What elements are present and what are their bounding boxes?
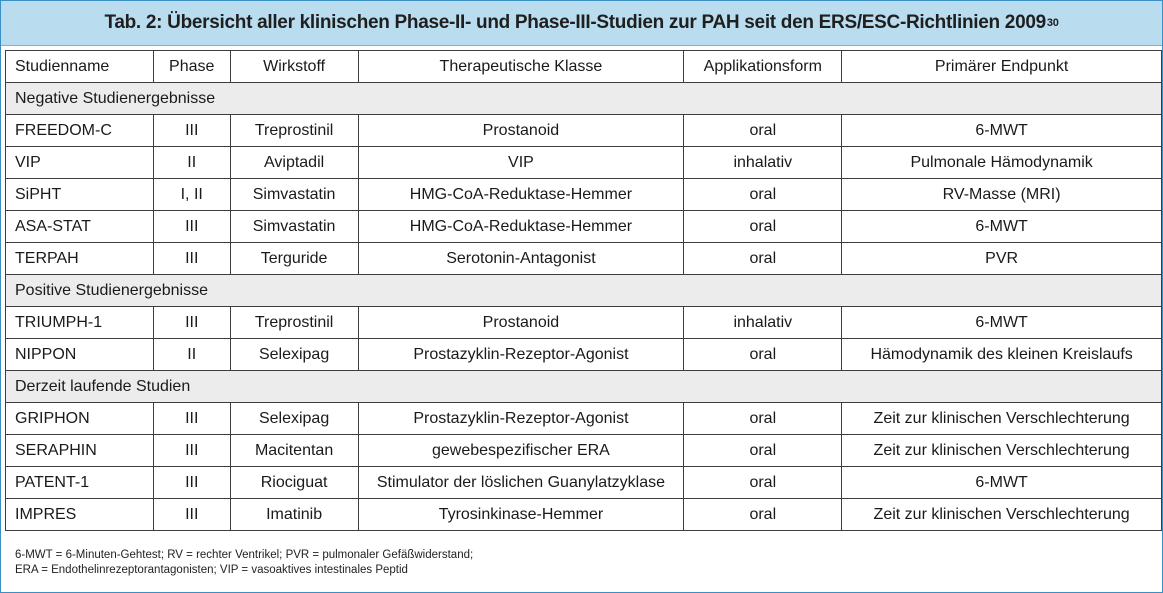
administration-cell: oral — [684, 339, 842, 371]
table-row — [6, 115, 1162, 147]
drug-cell: Terguride — [230, 243, 358, 275]
drug-cell: Selexipag — [230, 403, 358, 435]
table-row — [6, 339, 1162, 371]
study-name-cell: TERPAH — [6, 243, 154, 275]
drug-cell: Treprostinil — [230, 115, 358, 147]
table-row — [6, 211, 1162, 243]
table-row — [6, 467, 1162, 499]
group-label: Derzeit laufende Studien — [6, 371, 1162, 403]
therapeutic-class-cell: Prostanoid — [358, 307, 684, 339]
table-row — [6, 403, 1162, 435]
study-name-cell: ASA-STAT — [6, 211, 154, 243]
endpoint-cell: 6-MWT — [842, 467, 1162, 499]
drug-cell: Simvastatin — [230, 211, 358, 243]
therapeutic-class-cell: Stimulator der löslichen Guanylatzyklase — [358, 467, 684, 499]
phase-cell: III — [153, 307, 230, 339]
drug-cell: Selexipag — [230, 339, 358, 371]
header-row — [6, 51, 1162, 83]
therapeutic-class-cell: Tyrosinkinase-Hemmer — [358, 499, 684, 531]
phase-cell: II — [153, 147, 230, 179]
therapeutic-class-cell: gewebespezifischer ERA — [358, 435, 684, 467]
study-name-cell: VIP — [6, 147, 154, 179]
phase-cell: II — [153, 339, 230, 371]
table-row — [6, 499, 1162, 531]
drug-cell: Treprostinil — [230, 307, 358, 339]
administration-cell: oral — [684, 467, 842, 499]
therapeutic-class-cell: HMG-CoA-Reduktase-Hemmer — [358, 179, 684, 211]
phase-cell: III — [153, 435, 230, 467]
column-header-wirkstoff: Wirkstoff — [230, 51, 358, 83]
drug-cell: Aviptadil — [230, 147, 358, 179]
endpoint-cell: Zeit zur klinischen Verschlechterung — [842, 435, 1162, 467]
drug-cell: Riociguat — [230, 467, 358, 499]
study-name-cell: NIPPON — [6, 339, 154, 371]
table-row — [6, 243, 1162, 275]
drug-cell: Simvastatin — [230, 179, 358, 211]
administration-cell: inhalativ — [684, 147, 842, 179]
group-header-row — [6, 371, 1162, 403]
footnote-line: ERA = Endothelinrezeptorantagonisten; VIP = vasoaktives intestinales Peptid — [15, 564, 408, 576]
endpoint-cell: Zeit zur klinischen Verschlechterung — [842, 403, 1162, 435]
administration-cell: oral — [684, 179, 842, 211]
drug-cell: Macitentan — [230, 435, 358, 467]
therapeutic-class-cell: HMG-CoA-Reduktase-Hemmer — [358, 211, 684, 243]
endpoint-cell: Hämodynamik des kleinen Kreislaufs — [842, 339, 1162, 371]
endpoint-cell: 6-MWT — [842, 115, 1162, 147]
therapeutic-class-cell: Serotonin-Antagonist — [358, 243, 684, 275]
table-title — [1, 1, 1162, 46]
group-label: Positive Studienergebnisse — [6, 275, 1162, 307]
administration-cell: inhalativ — [684, 307, 842, 339]
endpoint-cell: Pulmonale Hämodynamik — [842, 147, 1162, 179]
therapeutic-class-cell: Prostazyklin-Rezeptor-Agonist — [358, 403, 684, 435]
endpoint-cell: 6-MWT — [842, 307, 1162, 339]
administration-cell: oral — [684, 403, 842, 435]
phase-cell: I, II — [153, 179, 230, 211]
column-header-applikationsform: Applikationsform — [684, 51, 842, 83]
therapeutic-class-cell: VIP — [358, 147, 684, 179]
study-name-cell: PATENT-1 — [6, 467, 154, 499]
study-name-cell: SERAPHIN — [6, 435, 154, 467]
phase-cell: III — [153, 243, 230, 275]
column-header-therapeutische-klasse: Therapeutische Klasse — [358, 51, 684, 83]
column-header-studienname: Studienname — [6, 51, 154, 83]
administration-cell: oral — [684, 499, 842, 531]
table-row — [6, 147, 1162, 179]
table-row — [6, 435, 1162, 467]
phase-cell: III — [153, 211, 230, 243]
study-table — [5, 50, 1162, 531]
drug-cell: Imatinib — [230, 499, 358, 531]
administration-cell: oral — [684, 243, 842, 275]
group-header-row — [6, 275, 1162, 307]
phase-cell: III — [153, 403, 230, 435]
group-header-row — [6, 83, 1162, 115]
study-name-cell: GRIPHON — [6, 403, 154, 435]
table-row — [6, 179, 1162, 211]
endpoint-cell: Zeit zur klinischen Verschlechterung — [842, 499, 1162, 531]
table-title-text: Tab. 2: Übersicht aller klinischen Phase-II- und Phase-III-Studien zur PAH seit den ERS/ESC-Richtlinien 2009 — [104, 12, 1046, 33]
column-header-primaerer-endpunkt: Primärer Endpunkt — [842, 51, 1162, 83]
therapeutic-class-cell: Prostanoid — [358, 115, 684, 147]
table-row — [6, 307, 1162, 339]
phase-cell: III — [153, 115, 230, 147]
administration-cell: oral — [684, 115, 842, 147]
footnote-line: 6-MWT = 6-Minuten-Gehtest; RV = rechter Ventrikel; PVR = pulmonaler Gefäßwiderstand; — [15, 549, 474, 561]
administration-cell: oral — [684, 435, 842, 467]
administration-cell: oral — [684, 211, 842, 243]
study-name-cell: IMPRES — [6, 499, 154, 531]
footnotes — [15, 548, 473, 578]
phase-cell: III — [153, 467, 230, 499]
endpoint-cell: RV-Masse (MRI) — [842, 179, 1162, 211]
study-name-cell: TRIUMPH-1 — [6, 307, 154, 339]
study-name-cell: FREEDOM-C — [6, 115, 154, 147]
column-header-phase: Phase — [153, 51, 230, 83]
endpoint-cell: 6-MWT — [842, 211, 1162, 243]
title-reference: 30 — [1046, 17, 1059, 29]
phase-cell: III — [153, 499, 230, 531]
therapeutic-class-cell: Prostazyklin-Rezeptor-Agonist — [358, 339, 684, 371]
group-label: Negative Studienergebnisse — [6, 83, 1162, 115]
table-body — [6, 83, 1162, 531]
endpoint-cell: PVR — [842, 243, 1162, 275]
study-name-cell: SiPHT — [6, 179, 154, 211]
